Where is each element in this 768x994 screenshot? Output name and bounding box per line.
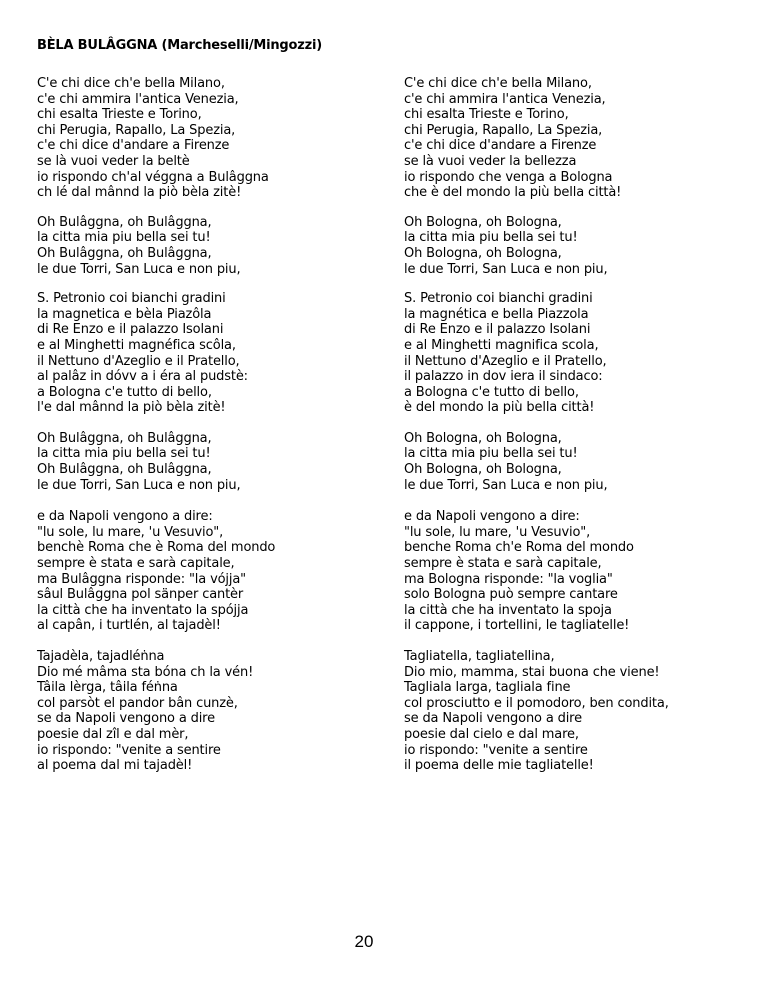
verse-line: il Nettuno d'Azeglio e il Pratello, [37,353,240,369]
verse-line: se là vuoi veder la beltè [37,153,190,169]
verse-line: al capân, i turtlén, al tajadèl! [37,618,221,634]
verse-line: poesie dal cielo e dal mare, [404,726,579,742]
italian-column [404,76,764,774]
verse-line: chi esalta Trieste e Torino, [37,107,202,123]
stanza [37,291,397,416]
verse-line: ch lé dal mânnd la piò bèla zitè! [37,185,242,201]
verse-line: Oh Bologna, oh Bologna, [404,214,562,230]
verse-line: e al Minghetti magnifica scola, [404,337,599,353]
verse-line: io rispondo: "venite a sentire [37,742,221,758]
verse-line: Tâila lèrga, tâila féṅna [37,680,178,696]
verse-line: le due Torri, San Luca e non piu, [404,261,608,277]
verse-line: la città che ha inventato la spójja [37,602,249,618]
verse-line: le due Torri, San Luca e non piu, [37,477,241,493]
verse-line: "lu sole, lu mare, 'u Vesuvio", [404,524,591,540]
stanza [404,291,764,416]
verse-line: le due Torri, San Luca e non piu, [404,477,608,493]
verse-line: il Nettuno d'Azeglio e il Pratello, [404,353,607,369]
verse-line: sâul Bulâggna pol sänper cantèr [37,587,244,603]
verse-line: Oh Bologna, oh Bologna, [404,430,562,446]
verse-line: ma Bologna risponde: "la voglia" [404,571,613,587]
verse-line: Oh Bologna, oh Bologna, [404,462,562,478]
verse-line: C'e chi dice ch'e bella Milano, [404,76,592,91]
verse-line: il cappone, i tortellini, le tagliatelle! [404,618,630,634]
stanza [37,509,397,634]
verse-line: Oh Bulâggna, oh Bulâggna, [37,462,212,478]
stanza [404,509,764,634]
verse-line: Oh Bulâggna, oh Bulâggna, [37,214,212,230]
verse-line: Tajadèla, tajadléṅna [37,649,165,664]
stanza [404,215,764,277]
stanza [37,215,397,277]
verse-line: solo Bologna può sempre cantare [404,587,618,603]
verse-line: la citta mia piu bella sei tu! [404,446,578,462]
verse-line: di Re Enzo e il palazzo Isolani [37,322,224,338]
verse-line: è del mondo la più bella città! [404,400,595,416]
verse-line: Dio mio, mamma, stai buona che viene! [404,664,660,680]
verse-line: che è del mondo la più bella città! [404,185,622,201]
verse-line: "lu sole, lu mare, 'u Vesuvio", [37,524,224,540]
verse-line: benche Roma ch'e Roma del mondo [404,540,634,556]
verse-line: S. Petronio coi bianchi gradini [37,291,226,307]
verse-line: se là vuoi veder la bellezza [404,153,577,169]
verse-line: la citta mia piu bella sei tu! [37,446,211,462]
verse-line: e da Napoli vengono a dire: [37,509,213,525]
verse-line: chi Perugia, Rapallo, La Spezia, [404,122,603,138]
verse-line: se da Napoli vengono a dire [404,711,582,727]
verse-line: la magnetica e bèla Piazôla [37,306,212,322]
verse-line: Oh Bulâggna, oh Bulâggna, [37,430,212,446]
song-title: BÈLA BULÂGGNA (Marcheselli/Mingozzi) [37,38,323,53]
verse-line: Tagliatella, tagliatellina, [404,649,555,664]
verse-line: al palâz in dóvv a i éra al pudstè: [37,369,248,385]
verse-line: Tagliala larga, tagliala fine [404,680,571,696]
verse-line: io rispondo: "venite a sentire [404,742,588,758]
verse-line: io rispondo che venga a Bologna [404,169,613,185]
verse-line: il palazzo in dov iera il sindaco: [404,369,603,385]
verse-line: ma Bulâggna risponde: "la vójja" [37,571,246,587]
verse-line: il poema delle mie tagliatelle! [404,758,594,774]
verse-line: c'e chi ammira l'antica Venezia, [404,91,606,107]
verse-line: c'e chi dice d'andare a Firenze [37,138,230,154]
stanza [404,76,764,201]
verse-line: le due Torri, San Luca e non piu, [37,261,241,277]
stanza [37,431,397,493]
verse-line: di Re Enzo e il palazzo Isolani [404,322,591,338]
verse-line: la città che ha inventato la spoja [404,602,612,618]
verse-line: poesie dal zîl e dal mèr, [37,726,189,742]
verse-line: c'e chi dice d'andare a Firenze [404,138,597,154]
page-number: 20 [354,932,374,951]
verse-line: e al Minghetti magnéfica scôla, [37,337,236,353]
verse-line: col prosciutto e il pomodoro, ben condita, [404,695,669,711]
verse-line: a Bologna c'e tutto di bello, [37,384,212,400]
verse-line: la magnética e bella Piazzola [404,306,589,322]
stanza [37,649,397,774]
verse-line: col parsòt el pandor bân cunzè, [37,695,238,711]
verse-line: se da Napoli vengono a dire [37,711,215,727]
verse-line: la citta mia piu bella sei tu! [37,230,211,246]
verse-line: C'e chi dice ch'e bella Milano, [37,76,225,91]
verse-line: chi Perugia, Rapallo, La Spezia, [37,122,236,138]
verse-line: e da Napoli vengono a dire: [404,509,580,525]
verse-line: Oh Bologna, oh Bologna, [404,245,562,261]
verse-line: Oh Bulâggna, oh Bulâggna, [37,245,212,261]
verse-line: al poema dal mi tajadèl! [37,758,193,774]
verse-line: Dio mé mâma sta bóna ch la vén! [37,664,254,680]
dialect-column [37,76,397,774]
stanza [404,649,764,774]
verse-line: sempre è stata e sarà capitale, [37,556,235,572]
verse-line: c'e chi ammira l'antica Venezia, [37,91,239,107]
verse-line: l'e dal mânnd la piò bèla zitè! [37,400,226,416]
verse-line: chi esalta Trieste e Torino, [404,107,569,123]
verse-line: sempre è stata e sarà capitale, [404,556,602,572]
stanza [37,76,397,201]
verse-line: io rispondo ch'al véggna a Bulâggna [37,169,269,185]
verse-line: la citta mia piu bella sei tu! [404,230,578,246]
verse-line: a Bologna c'e tutto di bello, [404,384,579,400]
verse-line: benchè Roma che è Roma del mondo [37,540,276,556]
verse-line: S. Petronio coi bianchi gradini [404,291,593,307]
stanza [404,431,764,493]
